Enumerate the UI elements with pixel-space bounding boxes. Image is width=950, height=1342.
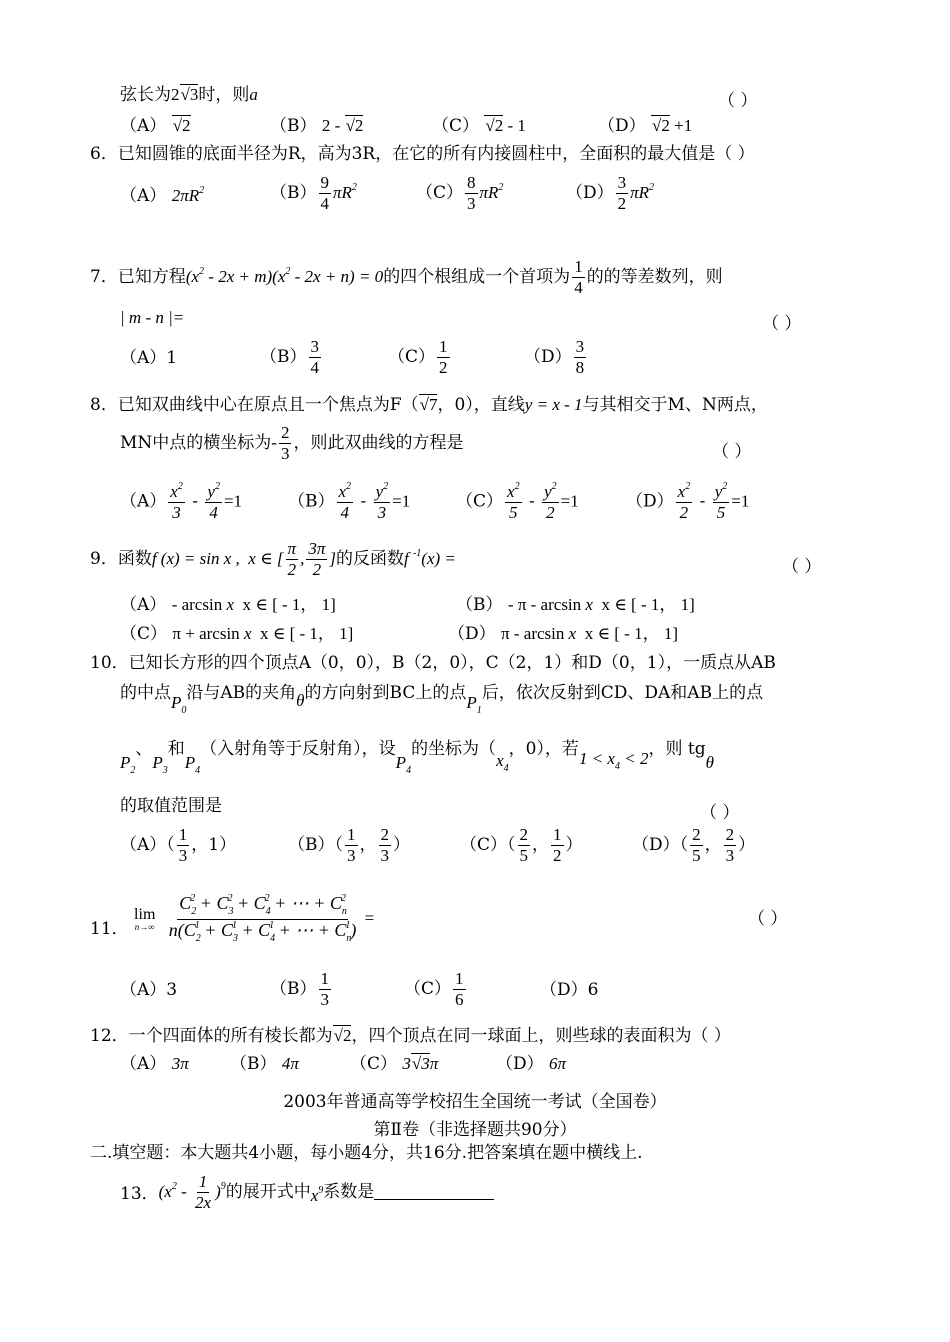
q5-option-b: （B） 2 - √2 [270, 116, 364, 136]
q8-line2a: MN中点的横坐标为 [120, 432, 272, 453]
q11-option-c: （C） $\frac{1}{6}$ [404, 969, 464, 1009]
q7-suffix-b: 的的等差数列，则 [586, 266, 723, 287]
q6-option-b: （B） $\frac{9}{4}$ $\pi R^2$ [270, 173, 357, 213]
q12-option-c: （C） 3√3π [350, 1054, 439, 1074]
q7-answer-paren: （ ） [762, 314, 802, 334]
q7-option-c: （C） $\frac{1}{2}$ [388, 337, 448, 377]
q9-option-a: （A） - arcsin x x ∈ [ - 1， 1] [120, 595, 336, 615]
q13-mid: 的展开式中 [225, 1181, 311, 1202]
q9-options-row1 [120, 595, 695, 615]
q12-stem-a: 12．一个四面体的所有棱长都为 [90, 1026, 333, 1046]
q12-stem-b: ，四个顶点在同一球面上，则些球的表面积为（ ） [351, 1026, 731, 1046]
q7-option-b: （B） $\frac{3}{4}$ [260, 337, 319, 377]
q8-stem: 8．已知双曲线中心在原点且一个焦点为F（√7，0），直线y = x - 1与其相交于M、N两点， [90, 395, 768, 415]
q7-equation: $(x^2 - 2x + m)(x^2 - 2x + n) = 0$ [185, 265, 384, 286]
q13-num: 13． [120, 1183, 159, 1204]
q9-stem: 9．函数f (x) = sin x , x ∈ [ $\frac{\pi}{2}$ , $\frac{3\pi}{2}$ ]的反函数f $^{-1}$(x) = [90, 539, 456, 579]
q10-line3f: ，则 tg [648, 739, 706, 759]
q10-option-a: （A）（ $\frac{1}{3}$ ，1） [120, 825, 237, 865]
q6-option-d: （D） $\frac{3}{2}$ $\pi R^2$ [566, 173, 655, 213]
q6-option-c: （C） $\frac{8}{3}$ $\pi R^2$ [416, 173, 504, 213]
q8-option-a: （A） $\frac{x^2}{3}$ - $\frac{y^2}{4}$ =1 [120, 481, 243, 522]
q7-suffix-a: 的四个根组成一个首项为 [383, 266, 571, 287]
q7-option-d: （D） $\frac{3}{8}$ [524, 337, 585, 377]
q11-option-d: （D）6 [540, 980, 599, 1000]
q8-prefix: 8．已知双曲线中心在原点且一个焦点为F（ [90, 395, 419, 415]
q11-answer-paren: （ ） [748, 909, 788, 929]
q10-answer-paren: （ ） [700, 803, 740, 823]
q8-line2b: ，则此双曲线的方程是 [293, 432, 464, 453]
q12-options [120, 1054, 567, 1074]
q10-option-b: （B）（ $\frac{1}{3}$ ， $\frac{2}{3}$ ） [288, 825, 410, 865]
q10-line3e: ，0），若 [508, 739, 579, 759]
q10-line3d: 的坐标为（ [411, 739, 497, 759]
q12-option-b: （B） 4π [230, 1054, 299, 1074]
q5-option-a: （A） √2 [120, 116, 191, 136]
q5-chord-length: 2√3 [171, 85, 199, 104]
q5-option-d: （D） √2 +1 [598, 116, 693, 136]
q13-suffix: 系数是 [323, 1181, 375, 1202]
q8-option-b: （B） $\frac{x^2}{4}$ - $\frac{y^2}{3}$ =1 [288, 481, 411, 522]
q10-line3a: 、 [135, 739, 153, 759]
q10-option-c: （C）（ $\frac{2}{5}$ ， $\frac{1}{2}$ ） [460, 825, 583, 865]
part-title: 第Ⅱ卷（非选择题共90分） [373, 1120, 577, 1140]
q13-stem: 13．($x^2$ - $\frac{1}{2x}$ )$^9$的展开式中$x^9$系数是 [120, 1173, 494, 1223]
q10-line1: 10．已知长方形的四个顶点A（0，0），B（2，0），C（2，1）和D（0，1），一质点从AB [90, 653, 776, 673]
q11-option-a: （A）3 [120, 980, 178, 1000]
q12-option-d: （D） 6π [496, 1054, 567, 1074]
q5-text-b: 时，则 [198, 85, 250, 105]
q10-line2: 的中点$P_0$沿与AB的夹角θ的方向射到BC上的点$P_1$后，依次反射到CD、DA和AB上的点 [120, 683, 764, 716]
q10-line3b: 和 [167, 739, 185, 759]
q5-text-a: 弦长为 [120, 85, 171, 105]
q5-answer-paren: （ ） [718, 91, 758, 111]
q9-option-c: （C） π + arcsin x x ∈ [ - 1， 1] [120, 624, 354, 644]
q5-options [120, 116, 693, 136]
q9-options-row2 [120, 624, 679, 644]
q10-line2a: 的中点 [120, 683, 171, 703]
q6-stem: 6．已知圆锥的底面半径为R，高为3R，在它的所有内接圆柱中，全面积的最大值是（ ） [90, 144, 755, 164]
q5-var: a [249, 85, 258, 104]
q8-mid: ，0），直线 [437, 395, 525, 415]
q10-line3c: （入射角等于反射角），设 [200, 739, 396, 759]
q9-mid: 的反函数 [335, 548, 404, 569]
q10-option-d: （D）（ $\frac{2}{5}$ ， $\frac{2}{3}$ ） [632, 825, 756, 865]
exam-title: 2003年普通高等学校招生全国统一考试（全国卷） [283, 1092, 667, 1112]
q5-option-c: （C） √2 - 1 [432, 116, 526, 136]
q8-option-d: （D） $\frac{x^2}{2}$ - $\frac{y^2}{5}$ =1 [626, 481, 750, 522]
q9-prefix: 9．函数 [90, 548, 152, 569]
q7-prefix: 7．已知方程 [90, 266, 186, 287]
q10-line2c: 的方向射到BC上的点 [304, 683, 467, 703]
q9-option-d: （D） π - arcsin x x ∈ [ - 1， 1] [448, 624, 679, 644]
q9-answer-paren: （ ） [782, 557, 822, 577]
q11-num: 11． [90, 918, 129, 939]
q12-option-a: （A） 3π [120, 1054, 189, 1074]
q10-line2d: 后，依次反射到CD、DA和AB上的点 [481, 683, 764, 703]
q11-option-b: （B） $\frac{1}{3}$ [270, 969, 329, 1009]
q7-line2: | m - n |= [120, 308, 185, 327]
q7-option-a: （A）1 [120, 348, 178, 368]
q8-answer-paren: （ ） [712, 442, 752, 462]
q8-line2: MN中点的横坐标为- $\frac{2}{3}$ ，则此双曲线的方程是 [120, 423, 464, 463]
q9-option-b: （B） - π - arcsin x x ∈ [ - 1， 1] [456, 595, 695, 615]
q12-stem: 12．一个四面体的所有棱长都为√2，四个顶点在同一球面上，则些球的表面积为（ ） [90, 1026, 731, 1046]
q7-stem: 7．已知方程$(x^2 - 2x + m)(x^2 - 2x + n) = 0$的四个根组成一个首项为 $\frac{1}{4}$ 的的等差数列，则 [90, 257, 723, 297]
q5-stem-tail [120, 86, 258, 104]
q10-line3: $P_2$、$P_3$和$P_4$（入射角等于反射角），设$P_4$的坐标为（$x_4$，0），若$1 < x_4 < 2$，则 tgθ [120, 739, 714, 776]
q11-stem: 11． lim n→∞ $\frac{C_2^2 + C_3^2 + C_4^2 + \cdots + C_n^2}{n(C_2^1 + C_3^1 + C_4^1 + \cdots + C_n^1)}$ = [90, 893, 375, 944]
section-2-instructions: 二.填空题：本大题共4小题，每小题4分，共16分.把答案填在题中横线上. [90, 1143, 643, 1163]
q8-option-c: （C） $\frac{x^2}{5}$ - $\frac{y^2}{2}$ =1 [456, 481, 579, 522]
q6-option-a: （A） $2\pi R^2$ [120, 185, 205, 206]
q10-line4: 的取值范围是 [120, 796, 222, 816]
q10-line2b: 沿与AB的夹角 [186, 683, 297, 703]
q8-suffix: 与其相交于M、N两点， [582, 395, 768, 415]
q13-answer-blank[interactable] [374, 1183, 494, 1200]
